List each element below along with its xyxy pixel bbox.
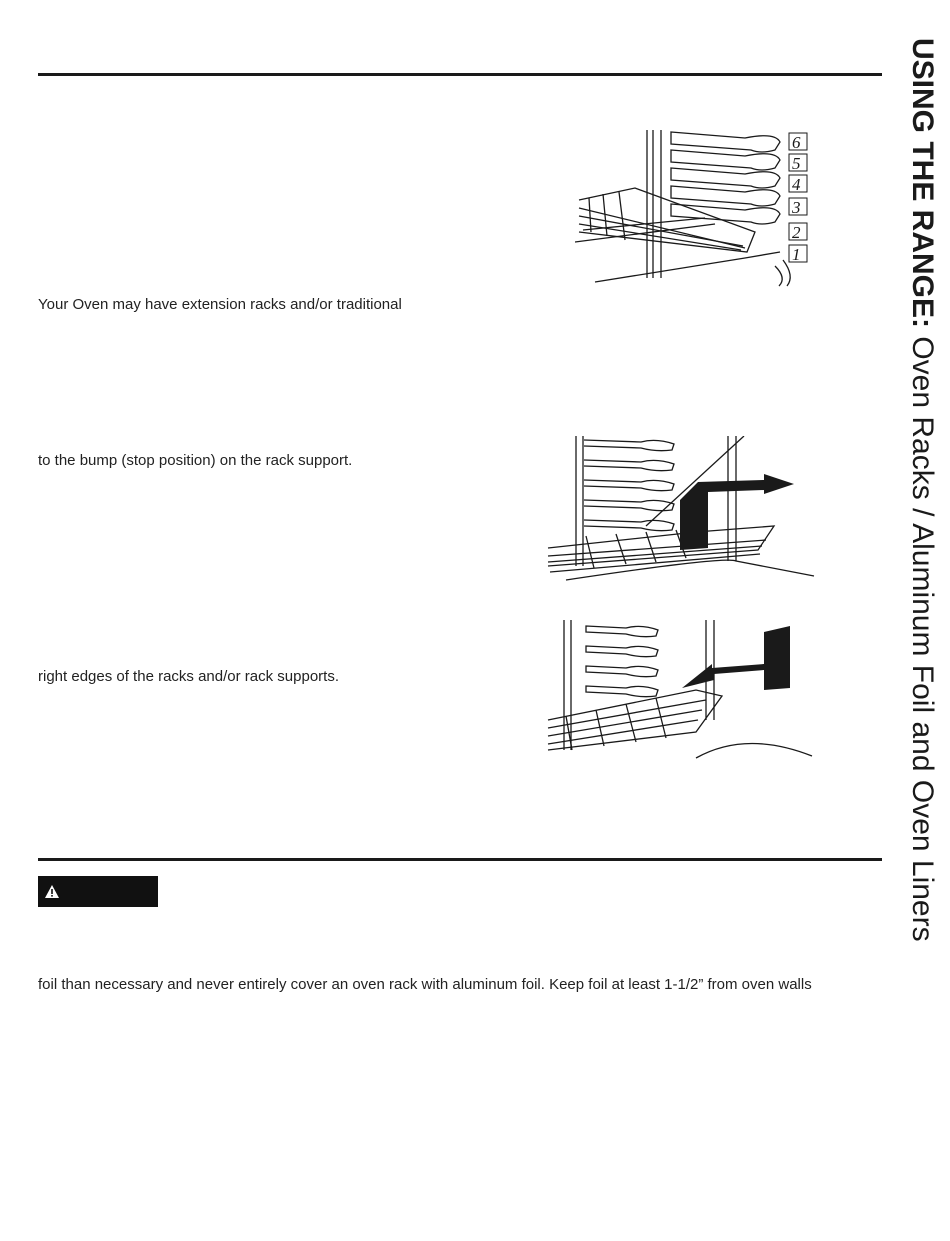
rack-position-label: 2: [792, 223, 801, 242]
rack-positions-illustration: [575, 128, 815, 288]
side-section-title: [906, 38, 938, 1068]
rack-position-labels: [789, 133, 807, 264]
rack-removal-illustration: [546, 620, 816, 760]
warning-badge: [38, 876, 158, 907]
side-title-rest: Oven Racks / Aluminum Foil and Oven Liners: [906, 328, 939, 942]
rack-position-label: 5: [792, 154, 801, 173]
rack-stop-illustration: [546, 436, 816, 581]
side-title-bold: USING THE RANGE:: [906, 38, 939, 329]
rack-position-label: 3: [792, 198, 801, 217]
rack-position-label: 1: [792, 245, 801, 264]
top-rule: [38, 73, 882, 76]
rack-edges-text: right edges of the racks and/or rack supports.: [38, 668, 339, 685]
warning-triangle-icon: [45, 885, 59, 898]
rack-position-label: 6: [792, 133, 801, 152]
rack-position-label: 4: [792, 175, 801, 194]
rack-intro-text: Your Oven may have extension racks and/or traditional: [38, 296, 402, 313]
rack-stop-text: to the bump (stop position) on the rack support.: [38, 452, 353, 469]
foil-caution-text: foil than necessary and never entirely cover an oven rack with aluminum foil. Keep foil at least 1-1/2” from oven walls: [38, 976, 812, 993]
foil-section-rule: [38, 858, 882, 861]
